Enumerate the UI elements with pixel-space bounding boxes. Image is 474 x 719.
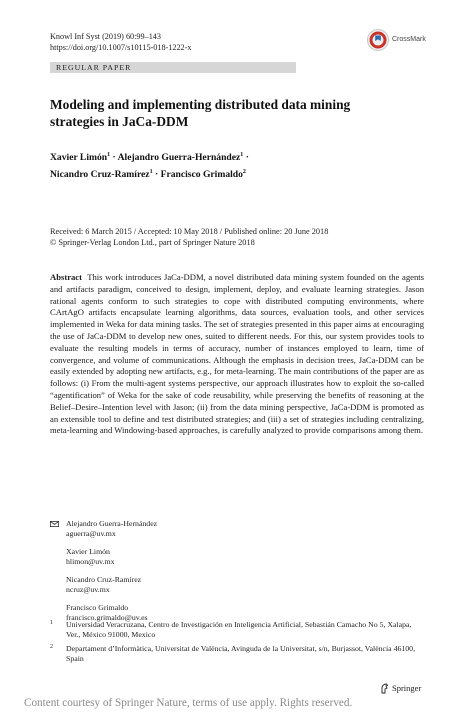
author-affiliation-mark: 1	[240, 152, 244, 158]
author-name[interactable]: Xavier Limón	[50, 152, 108, 164]
contact-name: Nicandro Cruz-Ramírez	[66, 575, 142, 584]
footer-notice: Content courtesy of Springer Nature, terms of use apply. Rights reserved.	[24, 697, 353, 709]
crossmark-badge[interactable]	[367, 29, 447, 53]
crossmark-label: CrossMark	[392, 36, 426, 43]
author-affiliation-mark: 2	[242, 169, 246, 176]
contact-name: Xavier Limón	[66, 547, 110, 556]
contact-entry	[50, 575, 430, 595]
crossmark-icon	[367, 29, 389, 51]
history-dates: Received: 6 March 2015 / Accepted: 10 May 2018 / Published online: 20 June 2018	[50, 227, 329, 236]
author-affiliation-mark: 1	[107, 152, 111, 158]
abstract-text: This work introduces JaCa-DDM, a novel distributed data mining system founded on the agents and artifacts paradigm, conceived to design, implement, deploy, and evaluate learning strategies. Jason rational agents conform to such strategies to cope with distributed computing environments, where CArtAgO artifacts encapsulate learning algorithms, data sources, evaluation tools, and other services implemented in Weka for data mining tasks. The set of strategies presented in this paper aims at encouraging the use of JaCa-DDM to develop new ones, suited to different needs. For this, our system provides tools to evaluate the resulting models in terms of accuracy, number of instances employed to learn, time of convergence, and volume of communications. Although the emphasis in decision trees, JaCa-DDM can be easily extended by adopting new artifacts, e.g., for meta-learning. The main contributions of the paper are as follows: (i) From the multi-agent systems perspective, our approach illustrates how to exploit the so-called “agentification” of Weka for the sake of code reusability, while preserving the benefits of reasoning at the Belief–Desire–Intention level with Jason; (ii) from the data mining perspective, JaCa-DDM is promoted as an extensible tool to define and test distributed strategies; and (iii) a set of strategies including centralizing, meta-learning and Windowing-based approaches, is carefully analyzed to provide comparisons among them.	[50, 272, 424, 436]
section-band	[50, 62, 296, 73]
publisher-logo	[380, 683, 450, 695]
contact-entry	[50, 547, 430, 567]
paper-title: Modeling and implementing distributed data mining strategies in JaCa-DDM	[50, 97, 351, 129]
contact-email[interactable]: francisco.grimaldo@uv.es	[66, 613, 148, 622]
envelope-icon	[50, 521, 59, 527]
author-separator: ·	[112, 152, 116, 164]
contact-name: Francisco Grimaldo	[66, 603, 129, 612]
author-affiliation-mark: 1	[149, 169, 153, 176]
publisher-name: Springer	[392, 683, 422, 693]
contact-email[interactable]: ncruz@uv.mx	[66, 585, 110, 594]
author-list	[50, 148, 380, 182]
journal-citation-block	[50, 31, 191, 53]
contact-email[interactable]: hlimon@uv.mx	[66, 557, 115, 566]
contact-email[interactable]: aguerra@uv.mx	[66, 529, 116, 538]
author-separator: ·	[245, 152, 249, 164]
affiliation-number: 2	[50, 644, 53, 650]
contact-name: Alejandro Guerra-Hernández	[66, 519, 158, 528]
springer-horse-icon	[380, 683, 389, 694]
doi-link[interactable]: https://doi.org/10.1007/s10115-018-1222-x	[50, 43, 192, 52]
abstract-block	[50, 272, 424, 437]
affiliation-text: Universidad Veracruzana, Centro de Investigación en Inteligencia Artificial, Sebastián Camacho No 5, Xalapa, Ver., México 91000, Mexico	[66, 620, 412, 639]
author-name[interactable]: Nicandro Cruz-Ramírez	[50, 169, 150, 181]
affiliation-number: 1	[50, 620, 53, 626]
author-name[interactable]: Alejandro Guerra-Hernández	[117, 152, 241, 164]
affiliation-text: Departament d’Informàtica, Universitat de València, Avinguda de la Universitat, s/n, Burjassot, València 46100, Spain	[66, 644, 416, 663]
section-label: REGULAR PAPER	[56, 63, 132, 72]
publication-history	[50, 226, 430, 248]
author-contacts	[50, 519, 430, 631]
author-separator: ·	[154, 169, 159, 181]
abstract-label: Abstract	[50, 272, 82, 282]
journal-citation: Knowl Inf Syst (2019) 60:99–143	[50, 32, 161, 41]
author-name[interactable]: Francisco Grimaldo	[160, 169, 243, 181]
contact-entry	[50, 519, 430, 539]
copyright-line: © Springer-Verlag London Ltd., part of Springer Nature 2018	[50, 238, 255, 247]
